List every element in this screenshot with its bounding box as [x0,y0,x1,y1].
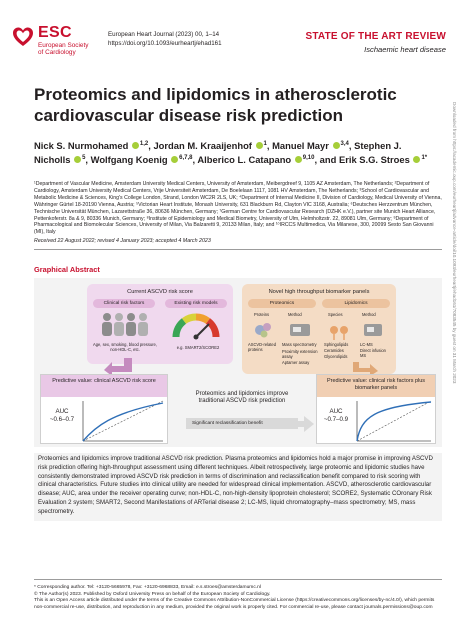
article-title: Proteomics and lipidomics in atherosclerotic cardiovascular disease risk prediction [34,85,397,125]
existing-models-label: Existing risk models [165,299,227,308]
author-name: Alberico L. Catapano [197,154,292,166]
auc-value: ~0.6–0.7 [49,416,75,423]
author-affiliation-mark: 9,10 [302,155,315,162]
society-name-line1: European Society [38,42,89,49]
species-header: Species [328,312,343,317]
download-notice: Downloaded from https://academic.oup.com/eurheartj/advance-article/doi/10.1093/eurheartj/ehad161/7083545 by guest on 31 March 2023 [452,102,457,384]
author-name: Nick S. Nurmohamed [34,140,129,152]
novel-panel-title: Novel high throughput biomarker panels [268,289,370,295]
current-risk-score-title: Current ASCVD risk score [127,289,193,295]
lipid-method-header: Method [362,312,376,317]
clinical-prediction-box [40,374,168,444]
auc-label: AUC [329,408,343,415]
orcid-icon[interactable] [74,156,81,163]
proteins-header: Proteins [254,312,270,317]
biomarker-prediction-title: Predictive value: clinical risk factors plus biomarker panels [317,375,435,397]
middle-statement: Proteomics and lipidomics improve traditional ASCVD risk prediction [195,391,289,405]
orcid-icon[interactable] [333,142,340,149]
download-sidebar [451,102,461,572]
article-section: Ischaemic heart disease [364,45,446,54]
divider [34,249,442,250]
author-name: Jordan M. Kraaijenhof [153,140,252,152]
lipid-species-item: Ceramides [324,348,344,353]
journal-citation: European Heart Journal (2023) 00, 1–14 [108,31,220,38]
clinical-factors-text: Age, sex, smoking, blood pressure, non-HDL-C, etc. [93,342,157,352]
author-name: Wolfgang Koenig [90,154,168,166]
prot-method-header: Method [288,312,302,317]
clinical-factors-label: Clinical risk factors [93,299,155,308]
license-notice: This is an Open Access article distributed under the terms of the Creative Commons Attribution-NonCommercial License (https://creativecommons.org/licenses/by-nc/4.0/), which permits non-commercial re-use, distribution, and reproduction in any medium, provided the original work is properly cited. For commercial re-use, please contact journals.permissions@oup.com [34,598,435,610]
lipid-method-item: Direct infusion MS [360,348,386,358]
author-affiliation-mark: 3,4 [340,141,349,147]
publication-dates: Received 22 August 2022; revised 4 January 2023; accepted 4 March 2023 [34,238,211,244]
prot-method-item: Proximity extension assay [282,349,318,359]
esc-heart-logo-icon [12,26,34,48]
lipid-species-item: Sphingolipids [324,342,349,347]
graphical-abstract-heading: Graphical Abstract [34,265,100,274]
author-affiliation-mark: 5 [82,155,86,162]
author-affiliation-mark: 1 [263,141,267,147]
author-affiliation-mark: 6,7,8 [179,155,193,162]
biomarker-prediction-box [316,374,436,444]
risk-gauge-icon [171,310,221,340]
graphical-abstract-caption: Proteomics and lipidomics improve traditional ASCVD risk prediction. Plasma proteomics and lipidomics hold a major promise in improving ASCVD risk prediction offering high-throughput assessment using different techniques. Albeit retrospectively, large proteomic and lipidomic studies have consistently demonstrated improved ASCVD risk prediction in terms of discrimination and reclassification benefit compared to risk scoring with clinical characteristics. Future studies into clinical utility are needed for widespread clinical implementation. ASCVD, atherosclerotic cardiovascular disease; AUC, area under the receiver operating curve; non-HDL-C, non-high-density lipoprotein cholesterol; SCORE2, Systematic COronary Risk Evaluation 2 system; SMART2, Second Manifestations of ARTerial disease 2; LC-MS, liquid chromatography–mass spectrometry; MS, mass spectrometry. [34,453,442,521]
arrow-right-icon [292,416,314,432]
copyright-notice: © The Author(s) 2023. Published by Oxford University Press on behalf of the European Society of Cardiology. [34,591,271,597]
orcid-icon[interactable] [413,156,420,163]
prot-method-item: Mass spectrometry [282,342,317,347]
esc-brand-name: ESC [38,24,72,41]
affiliations: ¹Department of Vascular Medicine, Amsterdam University Medical Centers, University of Amsterdam, Meibergdreef 9, 1105 AZ Amsterdam, The Netherlands; ²Department of Cardiology, Amsterdam University Medical Centers, Vrije Universiteit Amsterdam, De Boelelaan 1117, 1081 HV Amsterdam, The Netherlands; ³School of Cardiovascular and Metabolic Medicine & Sciences, King's College London, Strand, London WC2R 2LS, UK; ⁴Department of Internal Medicine II, Division of Cardiology, Medical University of Vienna, Währinger Gürtel 18-20190 Vienna, Austria; ⁵Victorian Heart Institute, Monash University, 631 Blackburn Rd, Clayton VIC 3168, Australia; ⁶Deutsches Herzzentrum München, Technische Universität München, Lazarettstraße 36, 80636 München, Germany; ⁷German Centre for Cardiovascular Research (DZHK e.V.), partner site Munich Heart Alliance, Pettenkoferstr. 8a & 9, 80336 Munich, Germany; ⁸Institute of Epidemiology and Medical Biometry, University of Ulm, Helmholtzstr. 22, 89081 Ulm, Germany; ⁹Department of Pharmacological and Biomolecular Sciences, University of Milan, Via Balzaretti 9, 20133 Milan, Italy; and ¹⁰IRCCS Multimedica, Via Milanese, 300, 20099 Sesto San Giovanni (MI), Italy [34,181,442,236]
existing-models-text: e.g. SMART2/SCORE2 [176,345,220,350]
graphical-abstract [34,278,442,447]
author-affiliation-mark: 1,2 [139,141,149,147]
corresponding-author: * Corresponding author. Tel: +3120-5665978, Fax: +3120-6968833, Email: e.s.stroes@amsterdamumc.nl [34,585,261,590]
author-conjunction: and [319,154,337,166]
orcid-icon[interactable] [295,156,302,163]
doi-link[interactable]: https://doi.org/10.1093/eurheartj/ehad161 [108,40,222,47]
orcid-icon[interactable] [256,142,263,149]
author-affiliation-mark: 1* [421,155,428,162]
auc-label: AUC [55,408,69,415]
page-footer [34,579,442,611]
orcid-icon[interactable] [132,142,139,149]
proteins-item: ASCVD-related proteins [248,342,276,352]
society-name-line2: of Cardiology [38,49,76,56]
prot-method-item: Aptamer assay [282,360,310,365]
roc-curve-clinical [81,399,165,443]
orcid-icon[interactable] [171,156,178,163]
lipid-species-item: Glycerolipids [324,354,348,359]
clinical-prediction-title: Predictive value: clinical ASCVD risk score [41,375,167,397]
reclassification-benefit: Significant reclassification benefit [186,418,298,429]
people-icon [99,311,151,337]
author-name: Erik S.G. Stroes [338,154,410,166]
proteomics-label: Proteomics [248,299,316,308]
molecule-icons [252,320,386,340]
lipid-method-item: LC-MS [360,342,373,347]
article-type: STATE OF THE ART REVIEW [305,31,446,42]
author-name: Stephen J. Nicholls [34,140,402,166]
lipidomics-label: Lipidomics [322,299,390,308]
author-name: Manuel Mayr [272,140,329,152]
author-list: Nick S. Nurmohamed $^{1,2}$, Jordan M. Kraaijenhof $^1$, Manuel Mayr $^{3,4}$, Stephen J. Nicholls $^5$, Wolfgang Koenig $^{6,7,8}$, Alberico L. Catapano $^{9,10}$, and Erik S.G. Stroes $^{1*}$ [34,140,428,166]
auc-value: ~0.7–0.9 [323,416,349,423]
page-header [0,0,474,66]
current-risk-score-panel [87,284,233,364]
roc-curve-biomarker [355,399,433,443]
